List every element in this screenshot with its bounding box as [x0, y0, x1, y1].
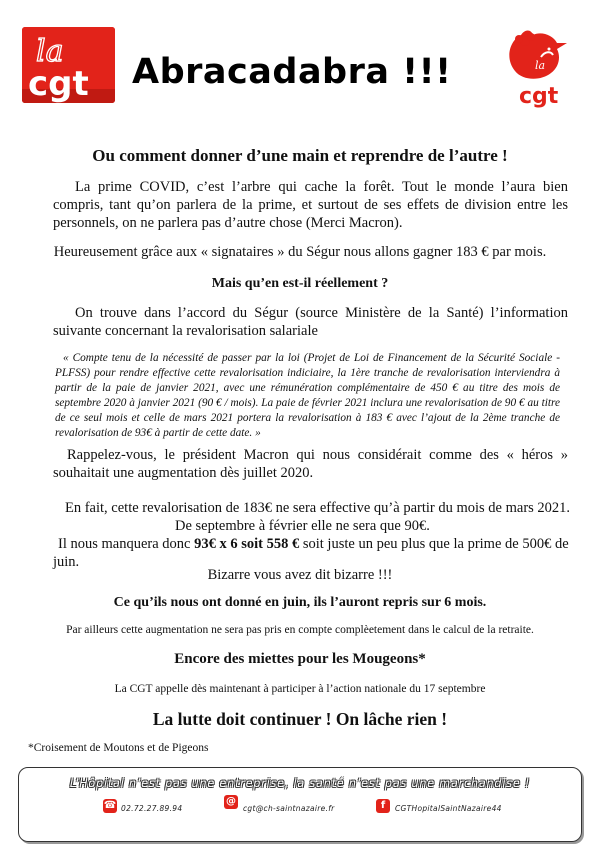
paragraph-covid-prime: La prime COVID, c’est l’arbre qui cache la forêt. Tout le monde l’aura bien compris, tant qu’on parlera de la prime, et surtout de ses effets de division entre les personnels, on ne parlera pas d’autre chose (Merci Macron).	[53, 179, 568, 231]
footer-email[interactable]: cgt@ch-saintnazaire.fr	[243, 804, 335, 813]
heading-reellement: Mais qu’en est-il réellement ?	[211, 276, 389, 291]
paragraph-bizarre: Bizarre vous avez dit bizarre !!!	[207, 567, 393, 583]
logo-right-la: la	[535, 59, 546, 72]
quote-segur: « Compte tenu de la nécessité de passer par la loi (Projet de Loi de Financement de la Sécurité Sociale - PLFSS) pour rendre effective cette revalorisation indiciaire, la 1ère tranche de revalorisation interviendra à partir de la paie de janvier 2021, avec une rémunération complémentaire de 450 € au titre des mois de septembre 2020 à janvier 2021 (90 € / mois). La paie de février 2021 inclura une revalorisation de 90 € au titre de ce seul mois et celle de mars 2021 portera la revalorisation à 183 € avec l’ajout de la 2ème tranche de revalorisation de 93€ à partir de cette date. »	[55, 352, 560, 439]
heading-lutte: La lutte doit continuer ! On lâche rien !	[152, 709, 448, 729]
heading-repris: Ce qu’ils nous ont donné en juin, ils l’auront repris sur 6 mois.	[113, 595, 487, 610]
logo-left-la: la	[36, 34, 64, 69]
heading-mougeons: Encore des miettes pour les Mougeons*	[174, 651, 426, 667]
paragraph-action-nationale: La CGT appelle dès maintenant à participer à l’action nationale du 17 septembre	[114, 683, 486, 695]
bird-logo-icon	[501, 27, 573, 109]
logo-left-cgt: cgt	[28, 64, 89, 103]
paragraph-septembre-fevrier: De septembre à février elle ne sera que 90€.	[175, 518, 430, 534]
at-icon: @	[226, 796, 236, 807]
facebook-icon: f	[376, 799, 390, 813]
cgt-logo-right	[501, 27, 573, 109]
logo-right-cgt: cgt	[519, 84, 559, 109]
subtitle: Ou comment donner d’une main et reprendre de l’autre !	[92, 146, 508, 165]
footer-box	[18, 767, 582, 842]
paragraph-juin: juin.	[53, 554, 80, 570]
paragraph-macron-heros: Rappelez-vous, le président Macron qui nous considérait comme des « héros » souhaitait une augmentation dès juillet 2020.	[53, 447, 568, 481]
page-title: Abracadabra !!!	[132, 52, 452, 92]
paragraph-retraite: Par ailleurs cette augmentation ne sera pas pris en compte complèetement dans le calcul de la retraite.	[66, 624, 534, 636]
paragraph-accord-segur: On trouve dans l’accord du Ségur (source Ministère de la Santé) l’information suivante concernant la revalorisation salariale	[53, 305, 568, 339]
manque-text-pre: Il nous manquera donc	[58, 536, 195, 552]
paragraph-revalorisation-mars: En fait, cette revalorisation de 183€ ne sera effective qu’à partir du mois de mars 2021.	[65, 500, 571, 516]
cgt-logo-icon	[22, 27, 115, 103]
cgt-logo-left	[22, 27, 115, 103]
footer-facebook[interactable]: CGTHopitalSaintNazaire44	[395, 804, 502, 813]
phone-icon: ☎	[103, 800, 117, 811]
footer-slogan: L’Hôpital n’est pas une entreprise, la santé n’est pas une marchandise !	[69, 777, 531, 790]
paragraph-signataires: Heureusement grâce aux « signataires » du Ségur nous allons gagner 183 € par mois.	[53, 244, 547, 260]
footnote: *Croisement de Moutons et de Pigeons	[28, 742, 209, 754]
manque-text-post: soit juste un peu plus que la prime de 500€ de	[299, 536, 569, 552]
paragraph-manque	[58, 535, 578, 553]
footer-phone[interactable]: 02.72.27.89.94	[121, 804, 183, 813]
manque-amount: 93€ x 6 soit 558 €	[194, 536, 300, 552]
